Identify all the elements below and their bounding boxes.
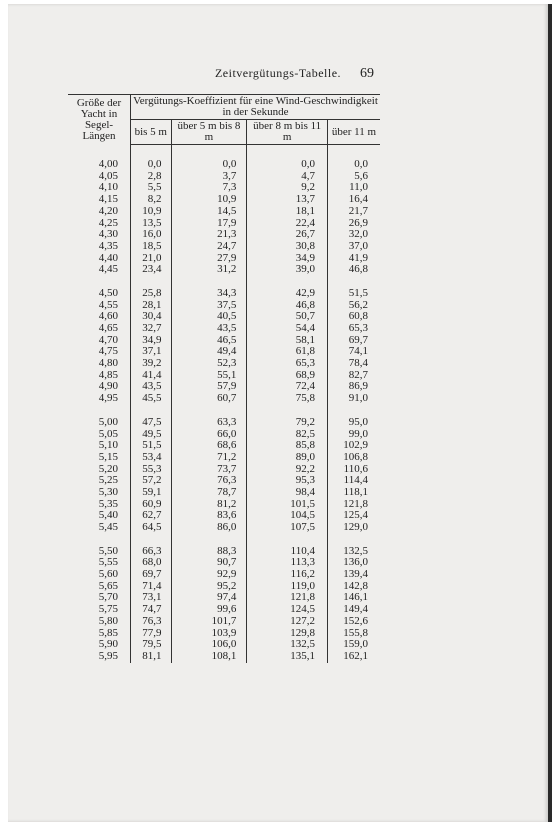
coef-5-8m-cell: 43,5 bbox=[171, 323, 247, 335]
yacht-size-cell: 4,80 bbox=[68, 358, 131, 370]
coef-8-11m-cell: 85,8 bbox=[247, 440, 328, 452]
coef-ueber-11m-cell: 32,0 bbox=[348, 228, 368, 241]
col-header-8-11m: über 8 m bis 11 m bbox=[247, 120, 328, 145]
coef-bis-5m-cell: 10,9 bbox=[131, 206, 172, 218]
coef-8-11m-cell: 92,2 bbox=[247, 464, 328, 476]
table-row bbox=[68, 206, 380, 218]
yacht-size-cell: 4,00 bbox=[68, 159, 131, 171]
coef-8-11m-cell: 18,1 bbox=[247, 206, 328, 218]
table-row bbox=[68, 569, 380, 581]
coef-8-11m-cell: 129,8 bbox=[247, 627, 328, 639]
coef-8-11m-cell: 26,7 bbox=[247, 229, 328, 241]
coef-5-8m-cell: 27,9 bbox=[171, 253, 247, 265]
coef-5-8m-cell: 66,0 bbox=[171, 428, 247, 440]
coef-ueber-11m-cell: 132,5 bbox=[343, 544, 368, 557]
coef-bis-5m-cell: 69,7 bbox=[131, 569, 172, 581]
coef-5-8m-cell: 71,2 bbox=[171, 452, 247, 464]
yacht-size-cell: 5,35 bbox=[68, 499, 131, 511]
table-row bbox=[68, 417, 380, 429]
table-row bbox=[68, 264, 380, 276]
coef-bis-5m-cell: 28,1 bbox=[131, 300, 172, 312]
coef-bis-5m-cell: 66,3 bbox=[131, 546, 172, 558]
table-row bbox=[68, 241, 380, 253]
coef-bis-5m-cell: 53,4 bbox=[131, 452, 172, 464]
coef-8-11m-cell: 13,7 bbox=[247, 194, 328, 206]
coef-bis-5m-cell: 68,0 bbox=[131, 557, 172, 569]
coef-5-8m-cell: 78,7 bbox=[171, 487, 247, 499]
group-spacer bbox=[68, 405, 380, 417]
coef-5-8m-cell: 55,1 bbox=[171, 370, 247, 382]
coef-8-11m-cell: 30,8 bbox=[247, 241, 328, 253]
coef-ueber-11m-cell: 16,4 bbox=[348, 193, 368, 206]
table-row bbox=[68, 159, 380, 171]
coef-8-11m-cell: 116,2 bbox=[247, 569, 328, 581]
coef-8-11m-cell: 50,7 bbox=[247, 311, 328, 323]
coef-bis-5m-cell: 79,5 bbox=[131, 639, 172, 651]
table-row bbox=[68, 616, 380, 628]
coef-bis-5m-cell: 5,5 bbox=[131, 182, 172, 194]
coef-bis-5m-cell: 55,3 bbox=[131, 464, 172, 476]
coef-8-11m-cell: 72,4 bbox=[247, 381, 328, 393]
coefficient-group-header: Vergütungs-Koeffizient für eine Wind-Geschwindigkeit in der Sekunde bbox=[131, 95, 381, 120]
coef-8-11m-cell: 124,5 bbox=[247, 604, 328, 616]
coef-bis-5m-cell: 77,9 bbox=[131, 627, 172, 639]
coef-5-8m-cell: 17,9 bbox=[171, 217, 247, 229]
table-row bbox=[68, 452, 380, 464]
coef-8-11m-cell: 113,3 bbox=[247, 557, 328, 569]
coef-bis-5m-cell: 30,4 bbox=[131, 311, 172, 323]
coef-ueber-11m-cell: 159,0 bbox=[343, 638, 368, 651]
coef-bis-5m-cell: 60,9 bbox=[131, 499, 172, 511]
coef-ueber-11m-cell: 0,0 bbox=[354, 158, 368, 171]
yacht-size-cell: 5,95 bbox=[68, 651, 131, 663]
yacht-size-cell: 4,55 bbox=[68, 300, 131, 312]
time-allowance-table bbox=[68, 94, 380, 663]
coef-ueber-11m-cell: 106,8 bbox=[343, 450, 368, 463]
yacht-size-cell: 5,10 bbox=[68, 440, 131, 452]
coef-ueber-11m-cell: 142,8 bbox=[343, 579, 368, 592]
coef-bis-5m-cell: 51,5 bbox=[131, 440, 172, 452]
coef-ueber-11m-cell: 26,9 bbox=[348, 216, 368, 229]
yacht-size-cell: 4,20 bbox=[68, 206, 131, 218]
coef-8-11m-cell: 104,5 bbox=[247, 510, 328, 522]
coef-8-11m-cell: 4,7 bbox=[247, 171, 328, 183]
coef-5-8m-cell: 86,0 bbox=[171, 522, 247, 534]
coef-bis-5m-cell: 76,3 bbox=[131, 616, 172, 628]
coef-8-11m-cell: 101,5 bbox=[247, 499, 328, 511]
coef-8-11m-cell: 22,4 bbox=[247, 217, 328, 229]
yacht-size-cell: 4,15 bbox=[68, 194, 131, 206]
yacht-size-cell: 4,30 bbox=[68, 229, 131, 241]
yacht-size-cell: 4,75 bbox=[68, 346, 131, 358]
coef-ueber-11m-cell: 11,0 bbox=[349, 181, 368, 194]
coef-5-8m-cell: 95,2 bbox=[171, 581, 247, 593]
coef-bis-5m-cell: 71,4 bbox=[131, 581, 172, 593]
coef-8-11m-cell: 0,0 bbox=[247, 159, 328, 171]
coef-bis-5m-cell: 8,2 bbox=[131, 194, 172, 206]
coef-8-11m-cell: 82,5 bbox=[247, 428, 328, 440]
coef-bis-5m-cell: 49,5 bbox=[131, 428, 172, 440]
coef-bis-5m-cell: 21,0 bbox=[131, 253, 172, 265]
coef-ueber-11m-cell: 5,6 bbox=[354, 169, 368, 182]
coef-bis-5m-cell: 43,5 bbox=[131, 381, 172, 393]
coef-5-8m-cell: 101,7 bbox=[171, 616, 247, 628]
coef-ueber-11m-cell: 37,0 bbox=[348, 239, 368, 252]
coef-ueber-11m-cell: 102,9 bbox=[343, 439, 368, 452]
yacht-size-cell: 4,85 bbox=[68, 370, 131, 382]
coef-5-8m-cell: 34,3 bbox=[171, 288, 247, 300]
yacht-size-cell: 4,60 bbox=[68, 311, 131, 323]
table-row bbox=[68, 194, 380, 206]
book-page bbox=[8, 4, 552, 822]
yacht-size-cell: 4,90 bbox=[68, 381, 131, 393]
coef-bis-5m-cell: 37,1 bbox=[131, 346, 172, 358]
coef-bis-5m-cell: 57,2 bbox=[131, 475, 172, 487]
coef-ueber-11m-cell: 69,7 bbox=[348, 333, 368, 346]
coef-ueber-11m-cell: 110,6 bbox=[343, 462, 368, 475]
coef-ueber-11m-cell: 41,9 bbox=[348, 251, 368, 264]
coef-ueber-11m-cell: 155,8 bbox=[343, 626, 368, 639]
coef-5-8m-cell: 10,9 bbox=[171, 194, 247, 206]
coef-5-8m-cell: 57,9 bbox=[171, 381, 247, 393]
yacht-size-cell: 5,90 bbox=[68, 639, 131, 651]
coef-8-11m-cell: 61,8 bbox=[247, 346, 328, 358]
coef-5-8m-cell: 103,9 bbox=[171, 627, 247, 639]
yacht-size-cell: 5,05 bbox=[68, 428, 131, 440]
coef-bis-5m-cell: 16,0 bbox=[131, 229, 172, 241]
coef-8-11m-cell: 68,9 bbox=[247, 370, 328, 382]
group-spacer bbox=[68, 145, 380, 160]
coef-5-8m-cell: 68,6 bbox=[171, 440, 247, 452]
coef-bis-5m-cell: 74,7 bbox=[131, 604, 172, 616]
table-row bbox=[68, 393, 380, 405]
yacht-size-cell: 5,40 bbox=[68, 510, 131, 522]
yacht-size-cell: 4,65 bbox=[68, 323, 131, 335]
table-row bbox=[68, 604, 380, 616]
yacht-size-cell: 4,35 bbox=[68, 241, 131, 253]
coef-ueber-11m-cell: 51,5 bbox=[348, 286, 368, 299]
coef-bis-5m-cell: 64,5 bbox=[131, 522, 172, 534]
table-row bbox=[68, 288, 380, 300]
coef-bis-5m-cell: 2,8 bbox=[131, 171, 172, 183]
coef-bis-5m-cell: 81,1 bbox=[131, 651, 172, 663]
col-header-5-8m: über 5 m bis 8 m bbox=[171, 120, 247, 145]
coef-bis-5m-cell: 59,1 bbox=[131, 487, 172, 499]
coef-5-8m-cell: 73,7 bbox=[171, 464, 247, 476]
coef-5-8m-cell: 31,2 bbox=[171, 264, 247, 276]
col-header-ueber-11m: über 11 m bbox=[327, 120, 380, 145]
yacht-size-cell: 5,75 bbox=[68, 604, 131, 616]
yacht-size-cell: 5,80 bbox=[68, 616, 131, 628]
coef-8-11m-cell: 46,8 bbox=[247, 300, 328, 312]
yacht-size-cell: 4,40 bbox=[68, 253, 131, 265]
coef-5-8m-cell: 108,1 bbox=[171, 651, 247, 663]
yacht-size-cell: 5,85 bbox=[68, 627, 131, 639]
yacht-size-cell: 5,15 bbox=[68, 452, 131, 464]
coef-bis-5m-cell: 62,7 bbox=[131, 510, 172, 522]
coef-ueber-11m-cell: 82,7 bbox=[348, 368, 368, 381]
coef-5-8m-cell: 37,5 bbox=[171, 300, 247, 312]
coef-bis-5m-cell: 13,5 bbox=[131, 217, 172, 229]
coef-8-11m-cell: 132,5 bbox=[247, 639, 328, 651]
coef-5-8m-cell: 90,7 bbox=[171, 557, 247, 569]
coef-ueber-11m-cell: 56,2 bbox=[348, 298, 368, 311]
coef-8-11m-cell: 75,8 bbox=[247, 393, 328, 405]
coef-5-8m-cell: 83,6 bbox=[171, 510, 247, 522]
coef-8-11m-cell: 9,2 bbox=[247, 182, 328, 194]
coef-bis-5m-cell: 25,8 bbox=[131, 288, 172, 300]
coef-ueber-11m-cell: 121,8 bbox=[343, 497, 368, 510]
yacht-size-cell: 5,60 bbox=[68, 569, 131, 581]
coef-5-8m-cell: 40,5 bbox=[171, 311, 247, 323]
coef-5-8m-cell: 106,0 bbox=[171, 639, 247, 651]
coef-ueber-11m-cell: 78,4 bbox=[348, 357, 368, 370]
coef-ueber-11m-cell: 114,4 bbox=[343, 474, 368, 487]
table-row bbox=[68, 522, 380, 534]
yacht-size-header: Größe der Yacht in Segel-Längen bbox=[68, 95, 131, 145]
coef-8-11m-cell: 65,3 bbox=[247, 358, 328, 370]
coef-ueber-11m-cell: 95,0 bbox=[348, 415, 368, 428]
coef-5-8m-cell: 49,4 bbox=[171, 346, 247, 358]
col-header-bis-5m: bis 5 m bbox=[131, 120, 172, 145]
coef-ueber-11m-cell: 86,9 bbox=[348, 380, 368, 393]
page-title: Zeitvergütungs-Tabelle. bbox=[214, 66, 342, 80]
coef-bis-5m-cell: 18,5 bbox=[131, 241, 172, 253]
coef-5-8m-cell: 99,6 bbox=[171, 604, 247, 616]
coef-8-11m-cell: 107,5 bbox=[247, 522, 328, 534]
yacht-size-cell: 5,25 bbox=[68, 475, 131, 487]
coef-5-8m-cell: 97,4 bbox=[171, 592, 247, 604]
coef-5-8m-cell: 7,3 bbox=[171, 182, 247, 194]
coef-ueber-11m-cell: 152,6 bbox=[343, 614, 368, 627]
coef-5-8m-cell: 52,3 bbox=[171, 358, 247, 370]
coef-5-8m-cell: 0,0 bbox=[171, 159, 247, 171]
coef-ueber-11m-cell: 21,7 bbox=[348, 204, 368, 217]
table-body bbox=[68, 145, 380, 663]
table-row bbox=[68, 487, 380, 499]
coef-8-11m-cell: 79,2 bbox=[247, 417, 328, 429]
yacht-size-cell: 5,55 bbox=[68, 557, 131, 569]
coef-ueber-11m-cell: 46,8 bbox=[348, 263, 368, 276]
coef-ueber-11m-cell: 65,3 bbox=[348, 322, 368, 335]
coef-8-11m-cell: 95,3 bbox=[247, 475, 328, 487]
coef-8-11m-cell: 89,0 bbox=[247, 452, 328, 464]
coef-8-11m-cell: 54,4 bbox=[247, 323, 328, 335]
coef-ueber-11m-cell: 136,0 bbox=[343, 556, 368, 569]
coef-ueber-11m-cell: 162,1 bbox=[343, 649, 368, 662]
page-number: 69 bbox=[360, 66, 374, 81]
coef-ueber-11m-cell: 91,0 bbox=[348, 392, 368, 405]
yacht-size-cell: 5,45 bbox=[68, 522, 131, 534]
yacht-size-cell: 5,20 bbox=[68, 464, 131, 476]
coef-bis-5m-cell: 39,2 bbox=[131, 358, 172, 370]
coef-5-8m-cell: 24,7 bbox=[171, 241, 247, 253]
yacht-size-cell: 4,95 bbox=[68, 393, 131, 405]
yacht-size-cell: 5,00 bbox=[68, 417, 131, 429]
coef-ueber-11m-cell: 74,1 bbox=[348, 345, 368, 358]
coef-ueber-11m-cell: 125,4 bbox=[343, 509, 368, 522]
table-row bbox=[68, 358, 380, 370]
coef-8-11m-cell: 58,1 bbox=[247, 335, 328, 347]
group-spacer bbox=[68, 534, 380, 546]
yacht-size-cell: 4,45 bbox=[68, 264, 131, 276]
coef-ueber-11m-cell: 146,1 bbox=[343, 591, 368, 604]
coef-8-11m-cell: 119,0 bbox=[247, 581, 328, 593]
coef-8-11m-cell: 127,2 bbox=[247, 616, 328, 628]
yacht-size-cell: 5,30 bbox=[68, 487, 131, 499]
coef-8-11m-cell: 42,9 bbox=[247, 288, 328, 300]
table-row bbox=[68, 651, 380, 663]
coef-5-8m-cell: 21,3 bbox=[171, 229, 247, 241]
table-row bbox=[68, 323, 380, 335]
coef-bis-5m-cell: 0,0 bbox=[131, 159, 172, 171]
yacht-size-cell: 5,65 bbox=[68, 581, 131, 593]
yacht-size-cell: 4,70 bbox=[68, 335, 131, 347]
coef-5-8m-cell: 60,7 bbox=[171, 393, 247, 405]
yacht-size-cell: 5,50 bbox=[68, 546, 131, 558]
yacht-size-cell: 4,25 bbox=[68, 217, 131, 229]
yacht-size-cell: 4,50 bbox=[68, 288, 131, 300]
coef-5-8m-cell: 92,9 bbox=[171, 569, 247, 581]
coef-bis-5m-cell: 41,4 bbox=[131, 370, 172, 382]
coef-ueber-11m-cell: 139,4 bbox=[343, 568, 368, 581]
coef-8-11m-cell: 98,4 bbox=[247, 487, 328, 499]
coef-ueber-11m-cell: 60,8 bbox=[348, 310, 368, 323]
yacht-size-cell: 4,10 bbox=[68, 182, 131, 194]
coef-bis-5m-cell: 34,9 bbox=[131, 335, 172, 347]
coef-8-11m-cell: 135,1 bbox=[247, 651, 328, 663]
coef-bis-5m-cell: 47,5 bbox=[131, 417, 172, 429]
coef-bis-5m-cell: 73,1 bbox=[131, 592, 172, 604]
coef-bis-5m-cell: 23,4 bbox=[131, 264, 172, 276]
coef-ueber-11m-cell: 149,4 bbox=[343, 603, 368, 616]
coef-bis-5m-cell: 45,5 bbox=[131, 393, 172, 405]
coef-8-11m-cell: 110,4 bbox=[247, 546, 328, 558]
coef-5-8m-cell: 76,3 bbox=[171, 475, 247, 487]
coef-5-8m-cell: 63,3 bbox=[171, 417, 247, 429]
yacht-size-cell: 5,70 bbox=[68, 592, 131, 604]
coef-ueber-11m-cell: 129,0 bbox=[343, 521, 368, 534]
coef-8-11m-cell: 39,0 bbox=[247, 264, 328, 276]
coef-ueber-11m-cell: 99,0 bbox=[348, 427, 368, 440]
coef-5-8m-cell: 3,7 bbox=[171, 171, 247, 183]
coef-5-8m-cell: 81,2 bbox=[171, 499, 247, 511]
coef-bis-5m-cell: 32,7 bbox=[131, 323, 172, 335]
coef-5-8m-cell: 46,5 bbox=[171, 335, 247, 347]
coef-5-8m-cell: 14,5 bbox=[171, 206, 247, 218]
yacht-size-cell: 4,05 bbox=[68, 171, 131, 183]
coef-5-8m-cell: 88,3 bbox=[171, 546, 247, 558]
coef-ueber-11m-cell: 118,1 bbox=[343, 485, 368, 498]
coef-8-11m-cell: 34,9 bbox=[247, 253, 328, 265]
coef-8-11m-cell: 121,8 bbox=[247, 592, 328, 604]
